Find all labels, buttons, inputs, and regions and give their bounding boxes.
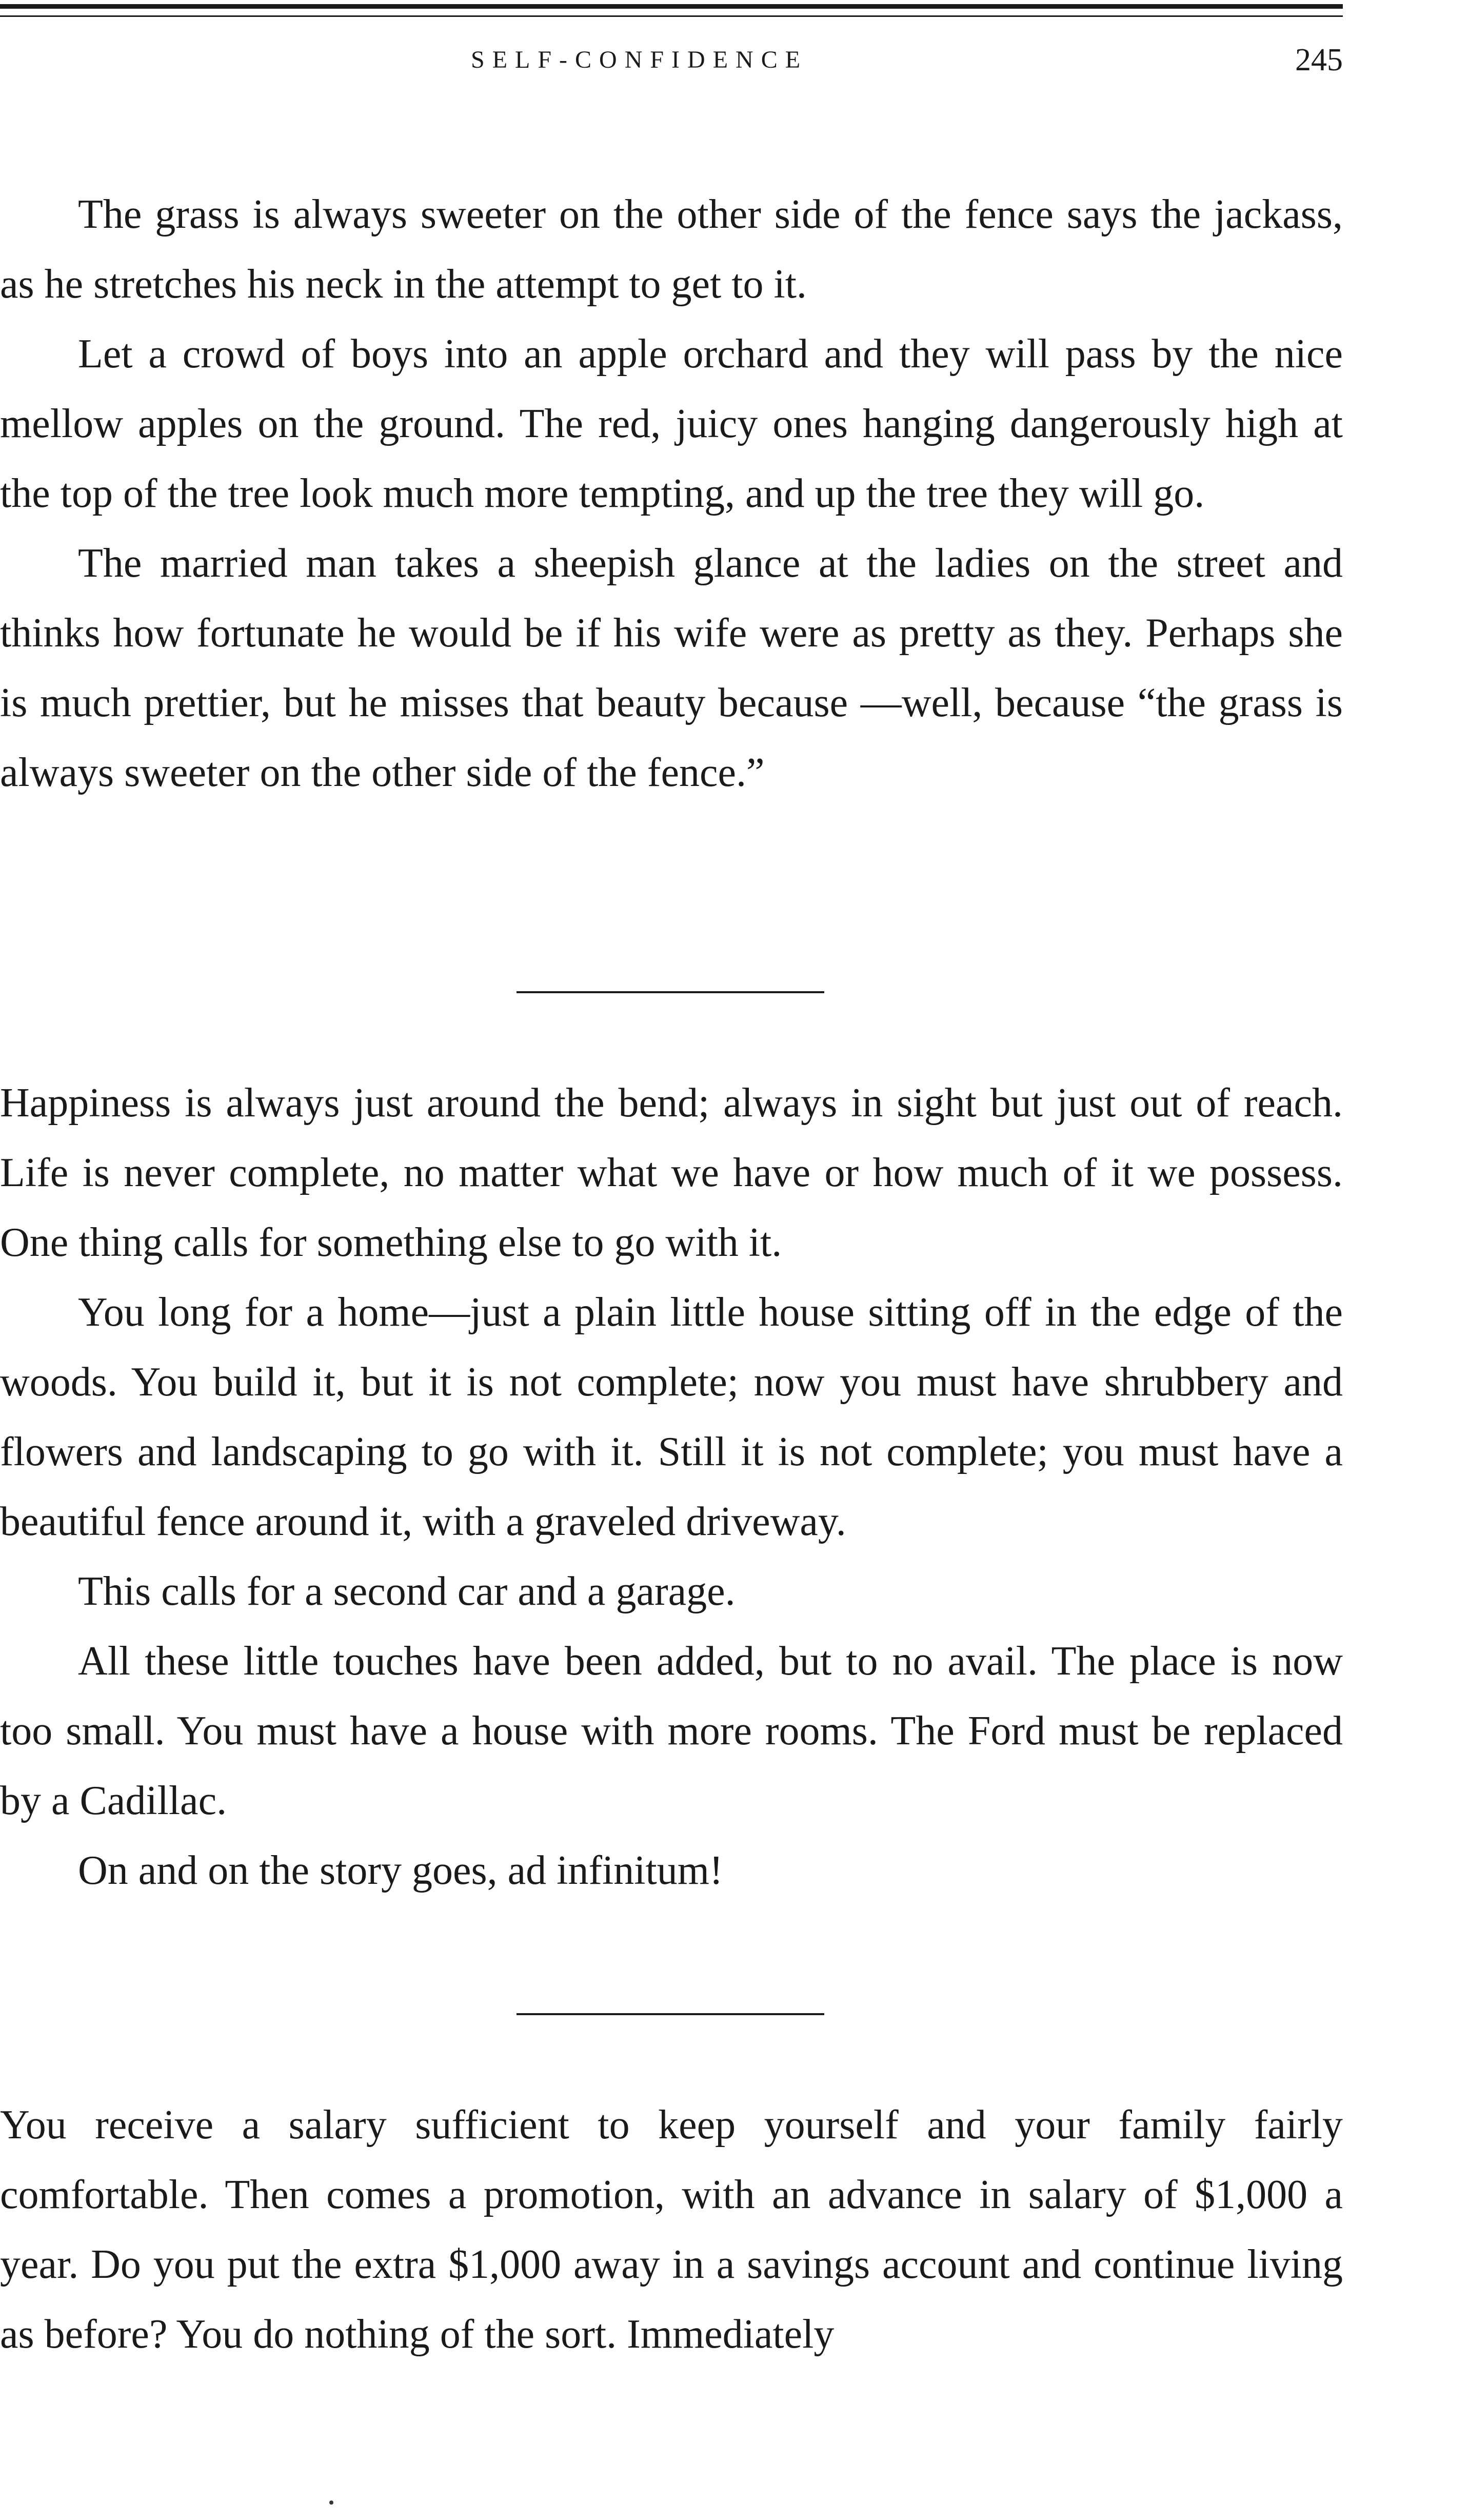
- running-head-title: SELF-CONFIDENCE: [471, 46, 808, 73]
- page-number: 245: [1295, 43, 1343, 77]
- section-divider: [517, 2013, 824, 2015]
- text-section-1: [0, 180, 1343, 808]
- paragraph: You receive a salary sufficient to keep yourself and your family fairly comfortable. Then comes a promotion, with an advance in salary of $1,000 a year. Do you put the extra $1,000 away in a savings account and continue living as before? You do nothing of the sort. Immediately: [0, 2102, 1343, 2357]
- text-section-3: [0, 2090, 1343, 2369]
- paragraph: Let a crowd of boys into an apple orchard and they will pass by the nice mellow apples on the ground. The red, juicy ones hanging dangerously high at the top of the tree look much more tempting, and up the tree they will go.: [0, 331, 1343, 516]
- header-rule-thin: [0, 15, 1343, 17]
- scan-speck: [329, 2501, 333, 2505]
- text-section-2: [0, 1068, 1343, 1905]
- running-head: [0, 42, 1343, 78]
- paragraph: On and on the story goes, ad infinitum!: [78, 1848, 723, 1893]
- paragraph: You long for a home—just a plain little house sitting off in the edge of the woods. You build it, but it is not complete; now you must have shrubbery and flowers and landscaping to go with it. Still it is not complete; you must have a beautiful fence around it, with a graveled driveway.: [0, 1290, 1343, 1544]
- paragraph: The married man takes a sheepish glance at the ladies on the street and thinks how fortunate he would be if his wife were as pretty as they. Perhaps she is much prettier, but he misses that beauty because —well, because “the grass is always sweeter on the other side of the fence.”: [0, 541, 1343, 795]
- paragraph: This calls for a second car and a garage.: [78, 1569, 736, 1614]
- paragraph: Happiness is always just around the bend; always in sight but just out of reach. Life is never complete, no matter what we have or how much of it we possess. One thing calls for something else to go with it.: [0, 1080, 1343, 1265]
- header-rule-thick: [0, 4, 1343, 9]
- paragraph: All these little touches have been added, but to no avail. The place is now too small. You must have a house with more rooms. The Ford must be replaced by a Cadillac.: [0, 1639, 1343, 1823]
- section-divider: [517, 991, 824, 993]
- paragraph: The grass is always sweeter on the other side of the fence says the jackass, as he stretches his neck in the attempt to get to it.: [0, 192, 1343, 307]
